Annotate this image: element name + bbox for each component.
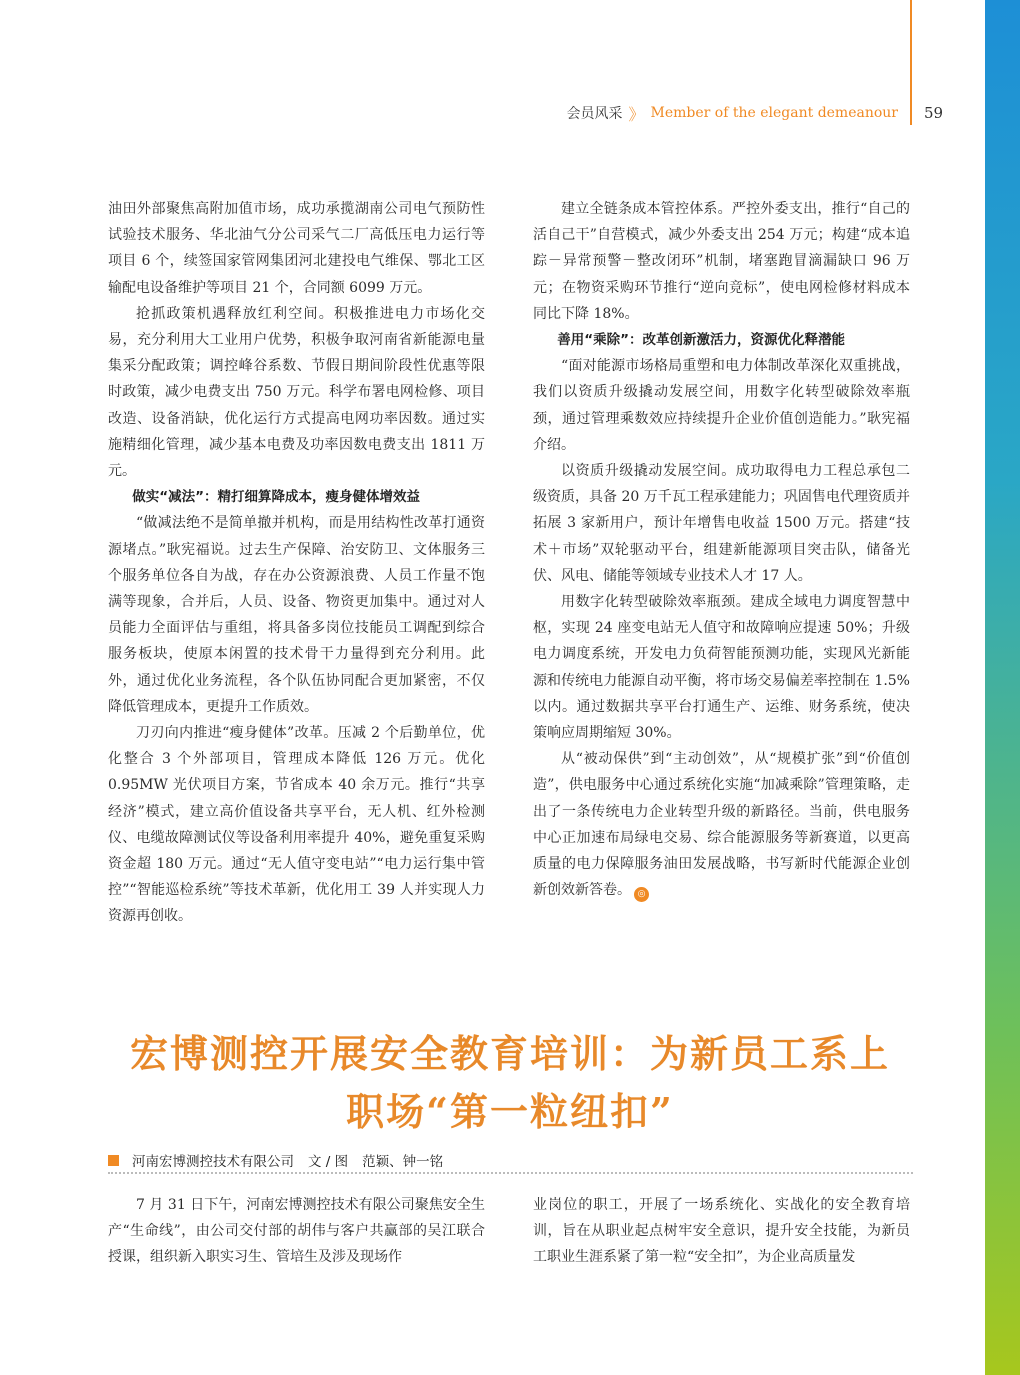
- article-title-line-2: 职场“第一粒纽扣”: [346, 1089, 674, 1134]
- paragraph: “做减法绝不是简单撤并机构，而是用结构性改革打通资源堵点。”耿宪福说。过去生产保障、治安防卫、文体服务三个服务单位各自为战，存在办公资源浪费、人员工作量不饱满等现象，合并后，人员、设备、物资更加集中。通过对人员能力全面评估与重组，将具备多岗位技能员工调配到综合服务板块，使原本闲置的技术骨干力量得到充分利用。此外，通过优化业务流程，各个队伍协同配合更加紧密，不仅降低管理成本，更提升工作质效。: [108, 515, 485, 715]
- end-mark-icon: ◎: [634, 887, 649, 902]
- right-column: [533, 196, 910, 903]
- page-number: 59: [924, 104, 944, 122]
- paragraph: [533, 746, 910, 903]
- paragraph: “面对能源市场格局重塑和电力体制改革深化双重挑战，我们以资质升级撬动发展空间，用数字化转型破除效率瓶颈，通过管理乘数效应持续提升企业价值创造能力。”耿宪福介绍。: [533, 358, 910, 453]
- byline-org: 河南宏博测控技术有限公司: [132, 1154, 294, 1170]
- article2-right-column: [533, 1192, 910, 1271]
- byline-authors: 范颖、钟一铭: [362, 1154, 444, 1170]
- subheading: 善用“乘除”：改革创新激活力，资源优化释潜能: [557, 332, 846, 349]
- section-title-en: Member of the elegant demeanour: [650, 105, 898, 121]
- paragraph: 油田外部聚焦高附加值市场，成功承揽湖南公司电气预防性试验技术服务、华北油气分公司采气二厂高低压电力运行等项目 6 个，续签国家管网集团河北建投电气维保、鄂北工区输配电设备维护等项目 21 个，合同额 6099 万元。: [108, 201, 485, 296]
- paragraph: 刀刃向内推进“瘦身健体”改革。压减 2 个后勤单位，优化整合 3 个外部项目，管理成本降低 126 万元。优化 0.95MW 光伏项目方案，节省成本 40 余万元。推行“共享经济”模式，建立高价值设备共享平台，无人机、红外检测仪、电缆故障测试仪等设备利用率提升 40%，避免重复采购资金超 180 万元。通过“无人值守变电站”“电力运行集中管控”“智能巡检系统”等技术革新，优化用工 39 人并实现人力资源再创收。: [108, 725, 485, 925]
- dotted-divider: [108, 1172, 913, 1174]
- paragraph: 用数字化转型破除效率瓶颈。建成全域电力调度智慧中枢，实现 24 座变电站无人值守和故障响应提速 50%；升级电力调度系统，开发电力负荷智能预测功能，实现风光新能源和传统电力能源自动平衡，将市场交易偏差率控制在 1.5% 以内。通过数据共享平台打通生产、运维、财务系统，使决策响应周期缩短 30%。: [533, 594, 910, 742]
- byline-role: 文 / 图: [308, 1154, 349, 1170]
- byline: [108, 1150, 908, 1170]
- paragraph: 建立全链条成本管控体系。严控外委支出，推行“自己的活自己干”自营模式，减少外委支出 254 万元；构建“成本追踪－异常预警－整改闭环”机制，堵塞跑冒滴漏缺口 96 万元；在物资采购环节推行“逆向竞标”，使电网检修材料成本同比下降 18%。: [533, 201, 910, 322]
- page-header: [560, 101, 910, 125]
- paragraph: 抢抓政策机遇释放红利空间。积极推进电力市场化交易，充分利用大工业用户优势，积极争取河南省新能源电量集采分配政策；调控峰谷系数、节假日期间阶段性优惠等限时政策，减少电费支出 750 万元。科学布署电网检修、项目改造、设备消缺，优化运行方式提高电网功率因数。通过实施精细化管理，减少基本电费及功率因数电费支出 1811 万元。: [108, 305, 485, 480]
- article2-left-column: [108, 1192, 485, 1271]
- byline-square-icon: [108, 1155, 119, 1166]
- section-title-cn: 会员风采: [566, 106, 623, 122]
- paragraph: 业岗位的职工，开展了一场系统化、实战化的安全教育培训，旨在从职业起点树牢安全意识，提升安全技能，为新员工职业生涯系紧了第一粒“安全扣”，为企业高质量发: [533, 1197, 910, 1266]
- paragraph-text: 从“被动保供”到“主动创效”，从“规模扩张”到“价值创造”，供电服务中心通过系统化实施“加减乘除”管理策略，走出了一条传统电力企业转型升级的新路径。当前，供电服务中心正加速布局绿电交易、综合能源服务等新赛道，以更高质量的电力保障服务油田发展战略，书写新时代能源企业创新创效新答卷。: [533, 751, 910, 899]
- subheading: 做实“减法”：精打细算降成本，瘦身健体增效益: [132, 489, 421, 506]
- chevron-icon: 》: [628, 104, 645, 124]
- paragraph: 7 月 31 日下午，河南宏博测控技术有限公司聚焦安全生产“生命线”，由公司交付部的胡伟与客户共赢部的吴江联合授课，组织新入职实习生、管培生及涉及现场作: [108, 1197, 485, 1266]
- color-sidebar: [985, 0, 1020, 1375]
- article-title: [60, 1025, 960, 1141]
- article-title-line-1: 宏博测控开展安全教育培训：为新员工系上: [129, 1031, 890, 1076]
- left-column: [108, 196, 485, 930]
- header-rule: [910, 0, 912, 125]
- paragraph: 以资质升级撬动发展空间。成功取得电力工程总承包二级资质，具备 20 万千瓦工程承建能力；巩固售电代理资质并拓展 3 家新用户，预计年增售电收益 1500 万元。搭建“技术＋市场”双轮驱动平台，组建新能源项目突击队，储备光伏、风电、储能等领域专业技术人才 17 人。: [533, 463, 910, 584]
